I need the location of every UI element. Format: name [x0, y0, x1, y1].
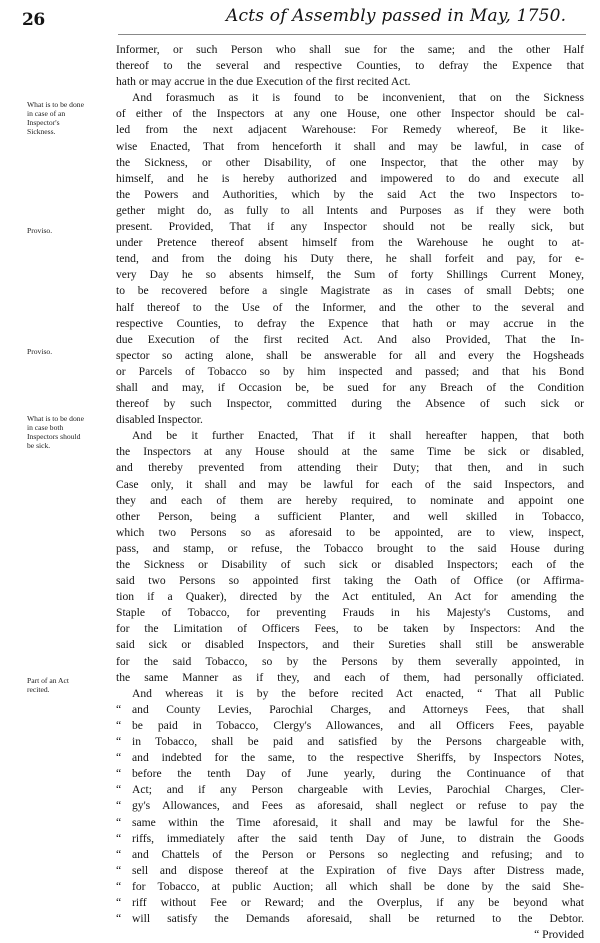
- header-rule: [118, 34, 586, 35]
- text-line: the Sickness or Disability of such sick or disabled Inspectors; each of the: [116, 558, 584, 571]
- quoted-line: for Tobacco, at public Auction; all which shall be done by the said She-: [132, 879, 584, 893]
- text-line: disabled Inspector.: [116, 413, 203, 427]
- quoted-line: will satisfy the Demands aforesaid, shall be returned to the Debtor.: [132, 912, 584, 926]
- text-line: for the Limitation of Officers Fees, to be taken by Inspectors: And the: [116, 622, 584, 636]
- text-line: led from the next adjacent Warehouse: For Remedy whereof, Be it like-: [116, 123, 584, 137]
- text-line: present. Provided, That if any Inspector should not be really sick, but: [116, 220, 584, 234]
- text-line: [116, 911, 584, 927]
- text-line: half thereof to the Use of the Informer, and the other to the several and: [116, 300, 584, 314]
- text-line: the Powers and Authorities, which by the said Act the two Inspectors to-: [116, 187, 584, 201]
- text-line: [116, 798, 584, 814]
- text-line: [116, 766, 584, 782]
- text-line: said sick or disabled Inspectors, and their Sureties shall still be answerable: [116, 638, 584, 652]
- quoted-line: riff without Fee or Reward; and the Overplus, if any be beyond what: [132, 895, 584, 909]
- text-line: [116, 847, 584, 863]
- text-line: [116, 879, 584, 895]
- quote-mark: “: [116, 702, 122, 716]
- text-line: himself, and he is hereby authorized and impowered to do and execute all: [116, 171, 584, 185]
- text-line: thereof to the several and respective Counties, to defray the Expence that: [116, 59, 584, 73]
- margin-note-proviso-2: Proviso.: [27, 347, 53, 356]
- text-line: hath or may accrue in the due Execution of the first recited Act.: [116, 75, 411, 89]
- margin-note-both-inspectors-sick: What is to be done in case both Inspectors should be sick.: [27, 414, 84, 450]
- text-line: they and each of them are hereby required, to nominate and appoint one: [116, 493, 584, 507]
- quote-mark: “: [116, 895, 122, 909]
- text-line: wise Enacted, That from henceforth it shall and may be lawful, in case of: [116, 139, 584, 153]
- quote-mark: “: [116, 831, 122, 845]
- text-line: [116, 718, 584, 734]
- quoted-line: be paid in Tobacco, Clergy's Allowances, and all Officers Fees, payable: [132, 718, 584, 732]
- text-line: [116, 702, 584, 718]
- text-line: shall and may, if Occasion be, be sued for any Breach of the Condition: [116, 380, 584, 394]
- text-line: spector so acting alone, shall be answerable for all and every the Hogsheads: [116, 348, 584, 362]
- text-line: [116, 782, 584, 798]
- quote-mark: “: [116, 879, 122, 893]
- quoted-line: same within the Time aforesaid, it shall and may be lawful for the She-: [132, 815, 584, 829]
- text-line: the Sickness, or other Disability, of one Inspector, that the other may by: [116, 155, 584, 169]
- text-line: and thereby prevented from attending their Duty; that then, and in such: [116, 461, 584, 475]
- text-line: Informer, or such Person who shall sue for the same; and the other Half: [116, 43, 584, 56]
- text-line: to be recovered before a single Magistrate as in cases of small Debts; one: [116, 284, 584, 298]
- quote-mark: “: [116, 735, 122, 749]
- text-line: [116, 750, 584, 766]
- quote-mark: “: [116, 751, 122, 765]
- quote-mark: “: [116, 718, 122, 732]
- text-line: for the said Tobacco, so by the Persons by them severally appointed, in: [116, 654, 584, 668]
- quote-mark: “: [116, 912, 122, 926]
- text-line: very Day he so absents himself, the Sum of forty Shillings Current Money,: [116, 268, 584, 282]
- text-line: due Execution of the first recited Act. And also Provided, That the In-: [116, 332, 584, 346]
- margin-note-proviso-1: Proviso.: [27, 226, 53, 235]
- text-line: gether might do, as fully to all Intents and Purposes as if they were both: [116, 203, 584, 217]
- running-head: Acts of Assembly passed in May, 1750.: [226, 6, 567, 26]
- text-line: And forasmuch as it is found to be inconvenient, that on the Sickness: [132, 91, 584, 105]
- text-line: And be it further Enacted, That if it shall hereafter happen, that both: [132, 429, 584, 443]
- quoted-line: gy's Allowances, and Fees as aforesaid, shall neglect or refuse to pay the: [132, 799, 584, 813]
- quote-mark: “: [116, 863, 122, 877]
- quoted-line: and County Levies, Parochial Charges, and Attorneys Fees, that shall: [132, 702, 584, 716]
- quoted-line: and indebted for the same, to the respective Sheriffs, by Inspectors Notes,: [132, 751, 584, 765]
- quoted-line: sell and dispose thereof at the Expiration of five Days after Distress made,: [132, 863, 584, 877]
- text-line: under Pretence thereof absent himself from the Warehouse he ought to at-: [116, 236, 584, 250]
- catchword: “ Provided: [534, 928, 584, 942]
- body-text: [116, 42, 584, 943]
- quote-mark: “: [116, 847, 122, 861]
- text-line: the Inspectors at any House should at the same Time be sick or disabled,: [116, 445, 584, 459]
- text-line: Staple of Tobacco, for preventing Frauds in his Majesty's Customs, and: [116, 606, 584, 620]
- text-line: [116, 863, 584, 879]
- quote-mark: “: [116, 815, 122, 829]
- quote-mark: “: [116, 767, 122, 781]
- text-line: Case only, it shall and may be lawful for each of the said Inspectors, and: [116, 477, 584, 491]
- quoted-line: Act; and if any Person chargeable with Levies, Parochial Charges, Cler-: [132, 783, 584, 797]
- text-line: of either of the Inspectors at any one House, one other Inspector should be cal-: [116, 107, 584, 121]
- text-line: or Parcels of Tobacco so by him inspected and passed; and that his Bond: [116, 364, 584, 378]
- quote-mark: “: [116, 783, 122, 797]
- text-line: pass, and stamp, or refuse, the Tobacco brought to the said House during: [116, 541, 584, 555]
- text-line: [116, 815, 584, 831]
- page-number: 26: [22, 10, 45, 30]
- text-line: tend, and from the doing his Duty there, he shall forfeit and pay, for e-: [116, 252, 584, 266]
- text-line: And whereas it is by the before recited Act enacted, “ That all Public: [132, 686, 584, 700]
- text-line: [116, 831, 584, 847]
- quote-mark: “: [116, 799, 122, 813]
- text-line: tion if a Quaker), directed by the Act entituled, An Act for amending the: [116, 590, 584, 604]
- text-line: other Person, being a sufficient Planter, and well skilled in Tobacco,: [116, 509, 584, 523]
- margin-note-act-recited: Part of an Act recited.: [27, 676, 69, 694]
- margin-note-inspector-sickness: What is to be done in case of an Inspector's Sickness.: [27, 100, 84, 136]
- quoted-line: riffs, immediately after the said tenth Day of June, to distrain the Goods: [132, 831, 584, 845]
- text-line: [116, 734, 584, 750]
- quoted-line: before the tenth Day of June yearly, during the Continuance of that: [132, 767, 584, 781]
- text-line: the same Manner as if they, and each of them, had personally officiated.: [116, 670, 584, 684]
- text-line: respective Counties, to defray the Expence that hath or may accrue in the: [116, 316, 584, 330]
- quoted-line: and Chattels of the Person or Persons so neglecting and refusing; and to: [132, 847, 584, 861]
- quoted-line: in Tobacco, shall be paid and satisfied by the Persons chargeable with,: [132, 735, 584, 749]
- text-line: [116, 895, 584, 911]
- text-line: said two Persons so appointed first taking the Oath of Office (or Affirma-: [116, 574, 584, 588]
- text-line: thereof by such Inspector, committed during the Absence of such sick or: [116, 397, 584, 411]
- text-line: which two Persons so as aforesaid to be appointed, are to view, inspect,: [116, 525, 584, 539]
